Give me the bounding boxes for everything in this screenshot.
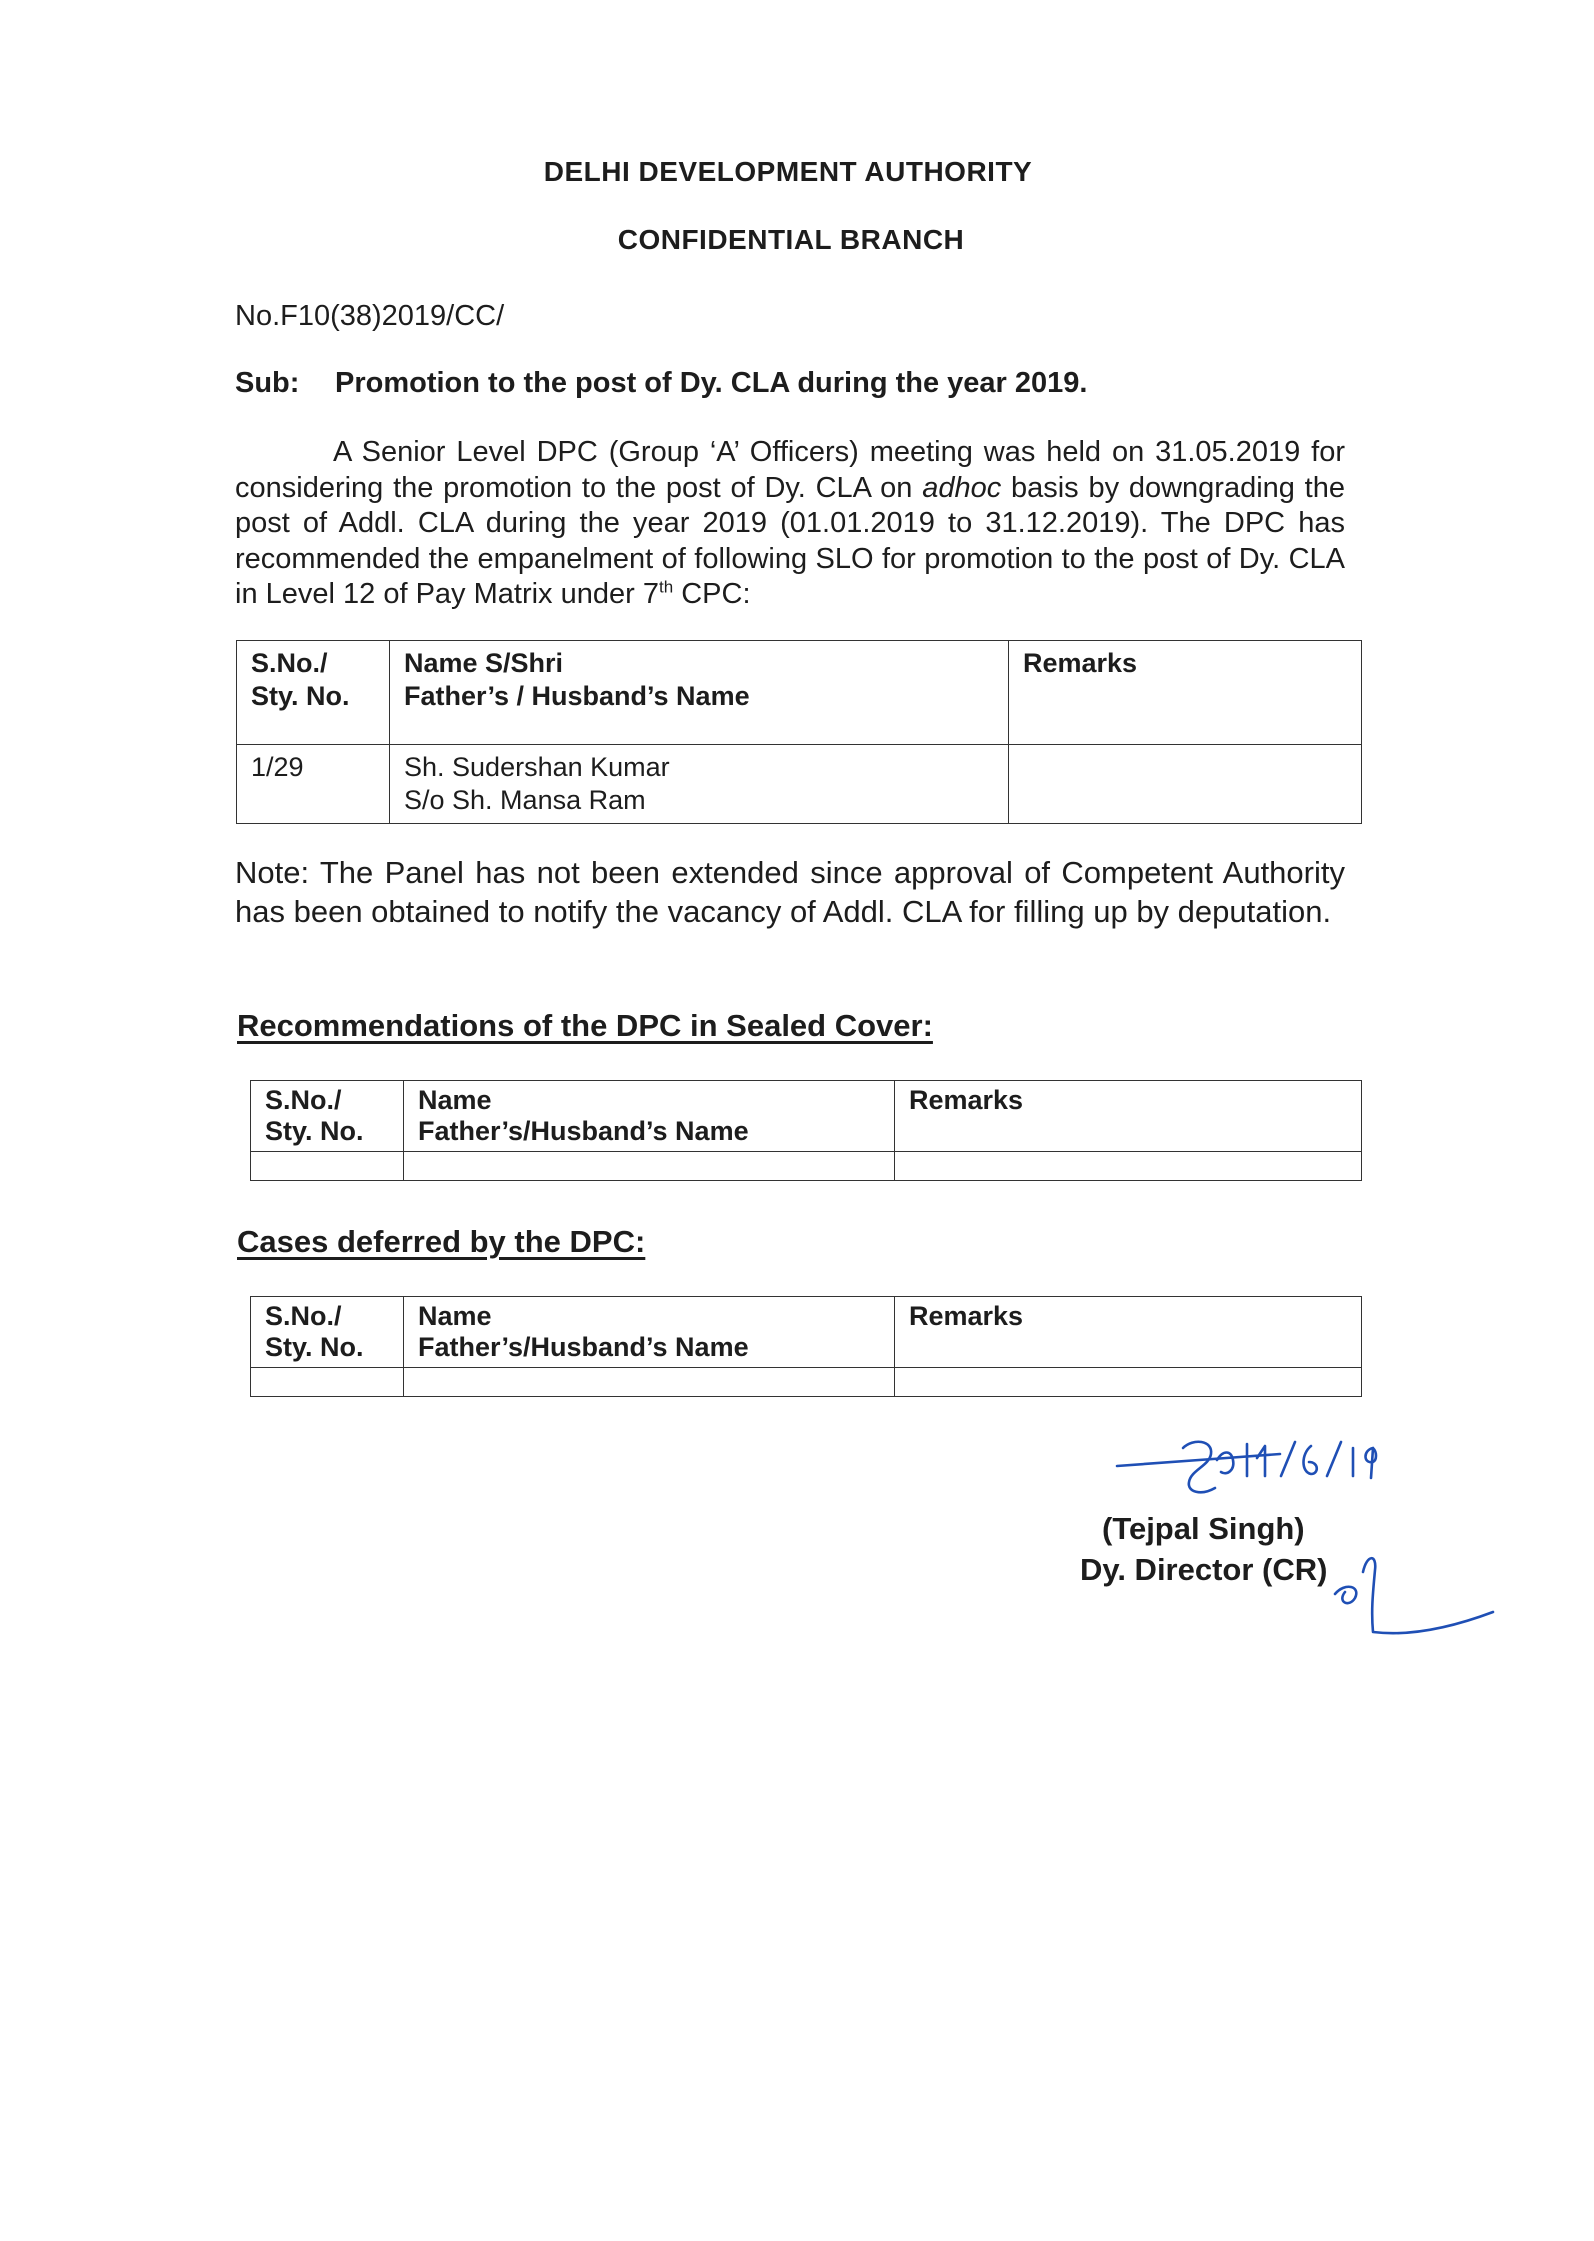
header-sno: S.No./ Sty. No. — [251, 1081, 404, 1152]
subject-text: Promotion to the post of Dy. CLA during the year 2019. — [335, 367, 1088, 399]
intro-text-3: CPC: — [673, 578, 751, 610]
header-remarks: Remarks — [895, 1297, 1362, 1368]
signatory-designation: Dy. Director (CR) — [1080, 1552, 1328, 1587]
header-name: Name Father’s/Husband’s Name — [404, 1081, 895, 1152]
deferred-cases-heading: Cases deferred by the DPC: — [237, 1224, 646, 1259]
handwritten-signature — [1105, 1436, 1545, 1666]
cell-remarks — [895, 1368, 1362, 1397]
note-paragraph: Note: The Panel has not been extended since approval of Competent Authority has been obtained to notify the vacancy of Addl. CLA for filling up by deputation. — [235, 855, 1345, 929]
intro-text-1: A Senior Level DPC (Group ‘A’ Officers) meeting was held on 31.05.2019 for considering the promotion to the post of Dy. CLA on — [235, 436, 1345, 504]
cell-remarks — [895, 1152, 1362, 1181]
branch-title: CONFIDENTIAL BRANCH — [617, 224, 965, 255]
cell-name — [404, 1152, 895, 1181]
intro-italic: adhoc — [922, 471, 1002, 504]
cell-sno — [251, 1368, 404, 1397]
deferred-cases-table — [250, 1296, 1362, 1397]
table-header-row — [251, 1297, 1362, 1368]
cell-remarks — [1009, 745, 1362, 824]
table-row — [251, 1368, 1362, 1397]
table-row — [237, 745, 1362, 824]
table-header-row — [237, 641, 1362, 745]
header-remarks: Remarks — [1009, 641, 1362, 745]
cell-name — [390, 745, 1009, 824]
table-header-row — [251, 1081, 1362, 1152]
header-name: Name Father’s/Husband’s Name — [404, 1297, 895, 1368]
cell-sno: 1/29 — [237, 745, 390, 824]
table-row — [251, 1152, 1362, 1181]
cell-sno — [251, 1152, 404, 1181]
intro-text-2: basis by downgrading the post of Addl. CLA during the year 2019 (01.01.2019 to 31.12.2019). The DPC has recommended the empanelment of following SLO for promotion to the post of Dy. CLA in Level 12 of Pay Matrix under 7 — [235, 471, 1345, 610]
signatory-name: (Tejpal Singh) — [1102, 1511, 1305, 1546]
cell-name — [404, 1368, 895, 1397]
officer-name: Sh. Sudershan Kumar — [404, 752, 670, 782]
header-remarks: Remarks — [895, 1081, 1362, 1152]
subject-line — [235, 367, 1087, 400]
organization-title: DELHI DEVELOPMENT AUTHORITY — [543, 156, 1033, 187]
intro-paragraph — [235, 435, 1345, 613]
header-sno: S.No./ Sty. No. — [237, 641, 390, 745]
sealed-cover-table — [250, 1080, 1362, 1181]
panel-table — [236, 640, 1362, 824]
file-number: No.F10(38)2019/CC/ — [235, 300, 505, 332]
officer-relation: S/o Sh. Mansa Ram — [404, 785, 646, 815]
sealed-cover-heading: Recommendations of the DPC in Sealed Cover: — [237, 1008, 933, 1043]
header-name: Name S/Shri Father’s / Husband’s Name — [390, 641, 1009, 745]
intro-superscript: th — [658, 577, 674, 597]
header-sno: S.No./ Sty. No. — [251, 1297, 404, 1368]
subject-label: Sub: — [235, 367, 300, 399]
